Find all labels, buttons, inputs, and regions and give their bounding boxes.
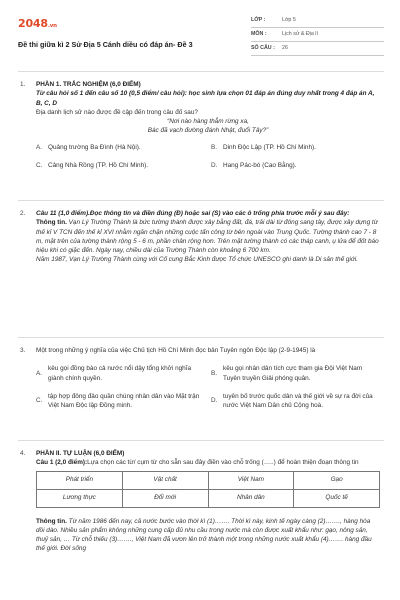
info-passage-2: Năm 1987, Vạn Lý Trường Thành cùng với Cố cung Bắc Kinh được Tổ chức UNESCO ghi danh là Di sản thế giới.: [36, 256, 358, 264]
table-cell: Gạo: [294, 471, 380, 489]
question-number: 4.: [20, 450, 26, 457]
divider: [18, 337, 384, 338]
answer-option-a[interactable]: A. Quảng trường Ba Đình (Hà Nội).: [36, 144, 141, 152]
meta-row-subject: MÔN : Lịch sử & Địa lí: [251, 28, 384, 42]
question-instruction: Từ câu hỏi số 1 đến câu số 10 (0,5 điểm/ câu hỏi): học sinh lựa chọn 01 đáp án đúng duy nhất trong 4 đáp án A, B, C, D: [36, 90, 375, 107]
question-1: [20, 80, 380, 200]
divider: [18, 71, 384, 72]
site-logo[interactable]: 2048.vn: [18, 17, 57, 30]
table-cell: Phát triển: [37, 471, 123, 489]
word-bank-table: [36, 471, 380, 508]
part-heading: PHẦN II. TỰ LUẬN (6,0 ĐIỂM): [36, 450, 125, 457]
answer-option-c[interactable]: C. Cảng Nhà Rồng (TP. Hồ Chí Minh).: [36, 162, 149, 170]
meta-row-class: LỚP : Lớp 5: [251, 14, 384, 28]
question-title: Câu 1 (2,0 điểm):Lựa chọn các từ/ cụm từ cho sẵn sau đây điền vào chỗ trống (…..) để hoàn thiện đoạn thông tin: [36, 459, 359, 467]
answer-option-d[interactable]: D. Hang Pác-bó (Cao Bằng).: [211, 162, 297, 170]
part-heading: PHẦN 1. TRẮC NGHIỆM (6,0 ĐIỂM): [36, 81, 141, 88]
question-prompt: Địa danh lịch sử nào được đề cập đến trong câu đố sau?: [36, 108, 198, 116]
table-row: [37, 489, 380, 507]
document-meta: [251, 14, 384, 56]
meta-row-question-count: SỐ CÂU : 26: [251, 42, 384, 56]
question-2: [20, 209, 380, 337]
answer-option-b[interactable]: B. kêu gọi nhân dân tích cực tham gia Đội Việt Nam Tuyên truyền Giải phóng quân.: [211, 365, 363, 382]
answer-options: [36, 364, 380, 410]
question-title: Câu 11 (1,0 điểm).Đọc thông tin và điền đúng (Đ) hoặc sai (S) vào các ô trống phía trước mỗi ý sau đây:: [36, 210, 350, 217]
riddle-line-2: Bác đã vạch đường đánh Nhật, đuổi Tây?”: [147, 127, 269, 135]
answer-options: [36, 142, 380, 172]
divider: [18, 200, 384, 201]
answer-option-d[interactable]: D. tuyên bố trước quốc dân và thế giới về sự ra đời của nước Việt Nam Dân chủ Cộng hoà.: [211, 392, 373, 410]
table-cell: Vật chất: [122, 471, 208, 489]
question-number: 3.: [20, 347, 26, 354]
table-cell: Lương thực: [37, 489, 123, 507]
document-header: [18, 14, 384, 64]
question-number: 1.: [20, 81, 26, 88]
question-prompt: Một trong những ý nghĩa của việc Chủ tịch Hồ Chí Minh đọc bản Tuyên ngôn Độc lập (2-9-1945) là: [36, 347, 316, 354]
answer-option-b[interactable]: B. Dinh Độc Lập (TP. Hồ Chí Minh).: [211, 144, 316, 152]
riddle-line-1: “Nơi nào hàng thẳm rừng xa,: [167, 118, 249, 126]
table-row: [37, 471, 380, 489]
table-cell: Nhân dân: [208, 489, 294, 507]
answer-option-c[interactable]: C. tập hợp đông đảo quần chúng nhân dân vào Mặt trận Việt Nam Độc lập Đồng minh.: [36, 392, 200, 410]
table-cell: Việt Nam: [208, 471, 294, 489]
info-passage: Thông tin. Vạn Lý Trường Thành là bức tường thành được xây bằng đất, đá, trải dài từ đông sang tây, được xây dựng từ thế kỉ V TCN đến thế kỉ XVI nhằm ngăn chặn những cuộc tấn công từ bên ngoài vào Trung Quốc. Tường thành cao 7 - 8 m, mặt trên của tường thành rộng 5 - 6 m, phần chân rộng hơn. Trên mặt tường thành có các tháp canh, ụ lửa để đốt báo hiệu khi có giặc đến. Ngày nay, chiều dài của Trường Thành còn khoảng 6 700 km.: [36, 219, 379, 255]
answer-option-a[interactable]: A. kêu gọi đồng bào cả nước nổi dậy tổng khởi nghĩa giành chính quyền.: [36, 365, 192, 382]
table-cell: Đổi mới: [122, 489, 208, 507]
document-title: Đề thi giữa kì 2 Sử Địa 5 Cánh diều có đáp án- Đề 3: [18, 40, 193, 49]
question-number: 2.: [20, 210, 26, 217]
info-passage: Thông tin. Từ năm 1986 đến nay, cả nước bước vào thời kì (1)……. Thời kì này, kinh tế ngày càng (2)……., hàng hóa dồi dào. Nhiều sản phẩm không những cung cấp đủ nhu cầu trong nước mà còn được xuất khẩu như: gạo, nông sản, thuỷ sản, … Từ chỗ thiếu (3)……., Việt Nam đã vươn lên trở thành một trong những nước xuất khẩu (4)……. hàng đầu thế giới. Đời sống: [36, 517, 372, 553]
question-4: [20, 449, 380, 600]
question-3: [20, 346, 380, 438]
table-cell: Quốc tế: [294, 489, 380, 507]
divider: [18, 440, 384, 441]
